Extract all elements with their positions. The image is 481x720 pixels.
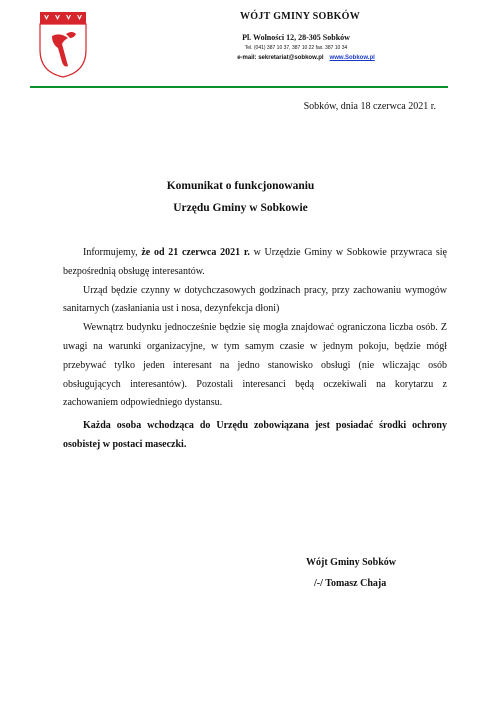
paragraph-3: Wewnątrz budynku jednocześnie będzie się mogła znajdować ograniczona liczba osób. Z uwagi na warunki organizacyjne, w tym samym czasie w jednym pokoju, będzie mógł przebywać tylko jeden interesant na jedno stanowisko obsługi (nie wliczając osób obsługujących interesantów). Pozostali interesanci będą oczekiwali na korytarzu z zachowaniem odpowiedniego dystansu.: [63, 322, 447, 409]
paragraph-4-text: Każda osoba wchodząca do Urzędu zobowiązana jest posiadać środki ochrony osobistej w postaci maseczki.: [63, 420, 447, 450]
document-title-line-2: Urzędu Gminy w Sobkowie: [173, 202, 308, 214]
paragraph-4: [63, 417, 447, 455]
header-contact: [206, 55, 406, 61]
website-link[interactable]: www.Sobkow.pl: [329, 55, 375, 61]
header-phone: Tel. (041) 387 10 37, 387 10 22 fax. 387 10 34: [244, 45, 348, 51]
document-title-line-1: Komunikat o funkcjonowaniu: [166, 180, 315, 192]
signature-title: Wójt Gminy Sobków: [306, 557, 397, 568]
header-title: WÓJT GMINY SOBKÓW: [239, 11, 361, 22]
paragraph-1-date: że od 21 czerwca 2021 r.: [141, 247, 250, 258]
header-email: e-mail: sekretariat@sobkow.pl: [237, 55, 324, 61]
municipal-crest-icon: [38, 10, 88, 78]
letter-body: [63, 244, 447, 455]
date-line: Sobków, dnia 18 czerwca 2021 r.: [303, 101, 436, 112]
header-divider: [30, 86, 448, 88]
paragraph-1-text-b: w Urzędzie Gminy w Sobkowie przywraca się bezpośrednią obsługę interesantów.: [63, 247, 447, 277]
header-address: Pl. Wolności 12, 28-305 Sobków: [242, 33, 350, 42]
signature-name: /-/ Tomasz Chaja: [314, 578, 387, 589]
paragraph-1: [63, 244, 447, 282]
paragraph-1-text-a: Informujemy,: [83, 247, 142, 258]
paragraph-2: Urząd będzie czynny w dotychczasowych godzinach pracy, przy zachowaniu wymogów sanitarnych (zasłaniania ust i nosa, dezynfekcja dłoni): [63, 284, 447, 315]
